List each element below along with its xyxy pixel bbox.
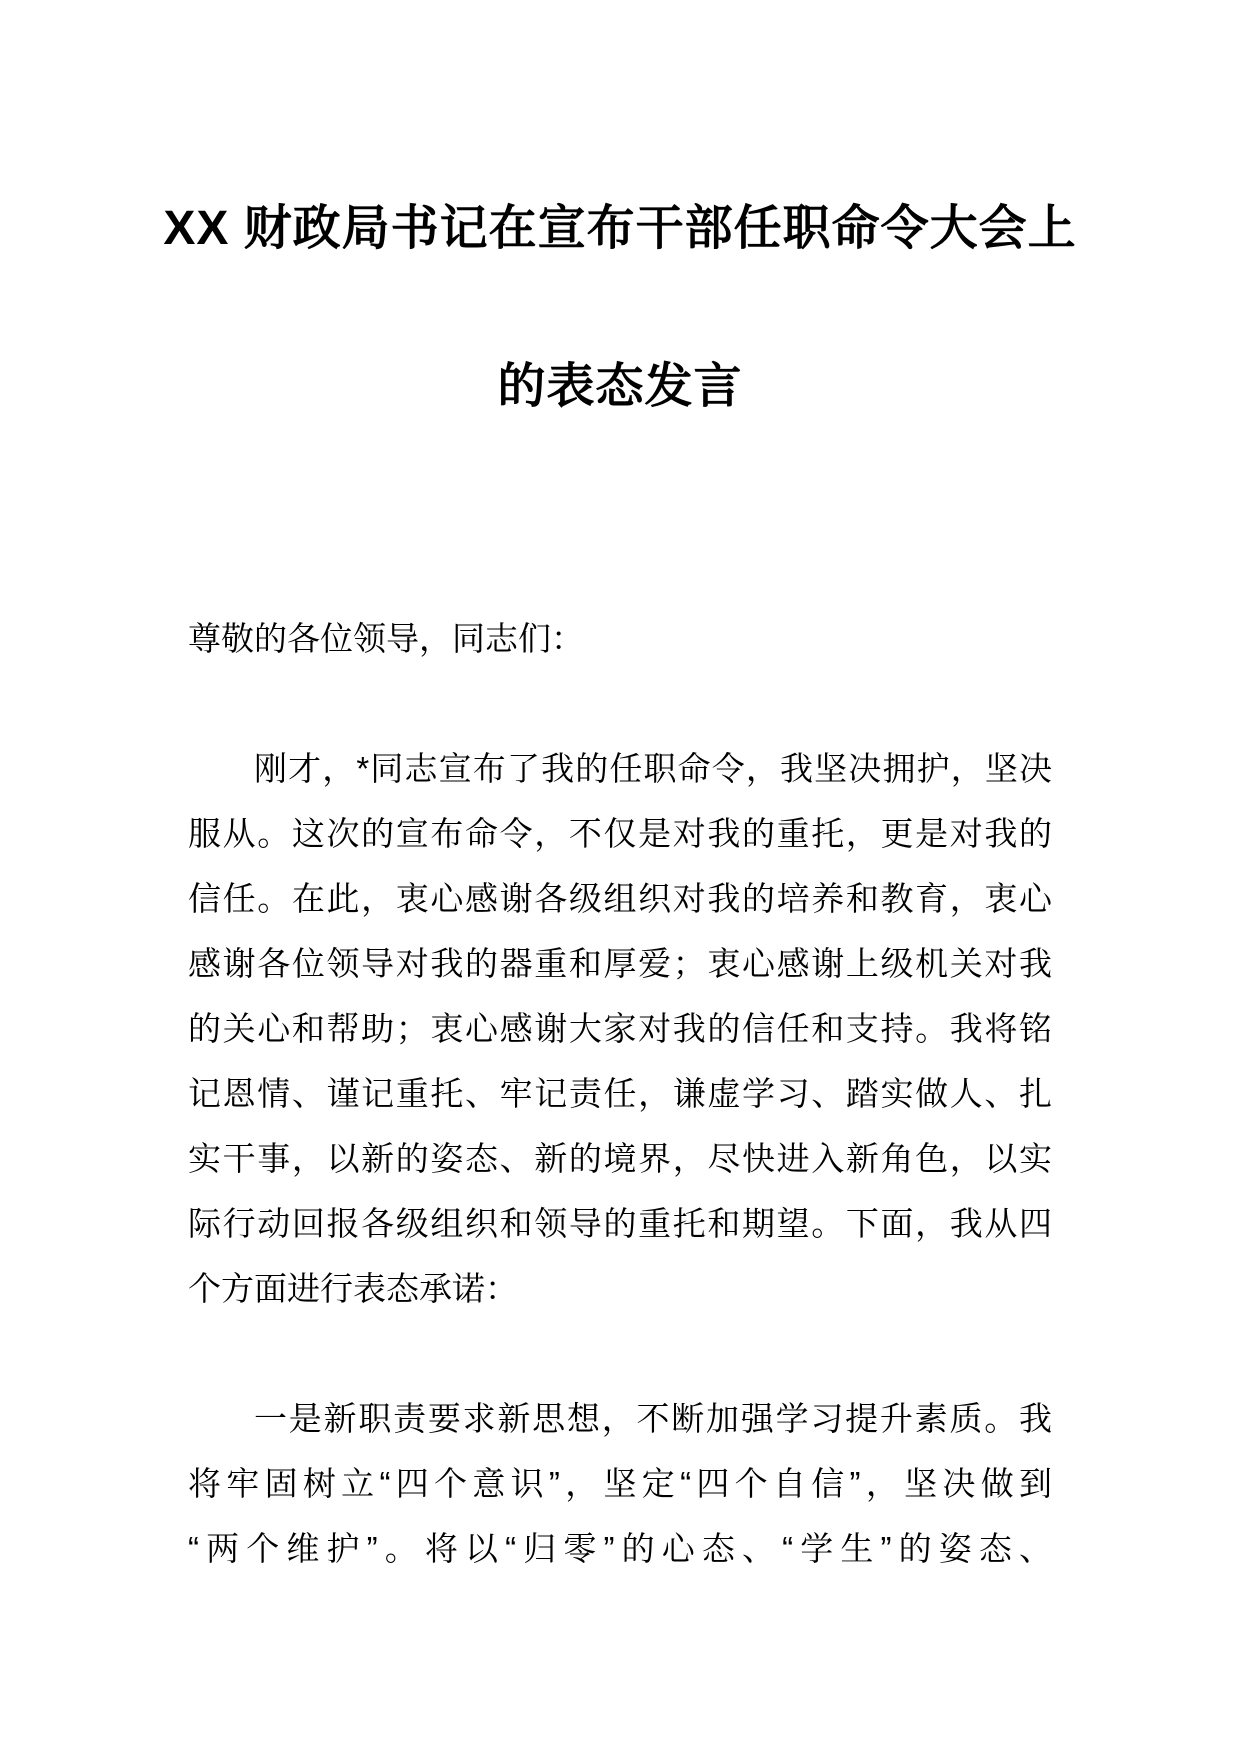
paragraph-1-line-8: 际行动回报各级组织和领导的重托和期望。下面，我从四 (188, 1205, 1052, 1242)
paragraph-2-line-3: “两个维护”。将以“归零”的心态、“学生”的姿态、 (188, 1530, 1052, 1567)
paragraph-1-line-1: 刚才，*同志宣布了我的任职命令，我坚决拥护，坚决 (254, 750, 1052, 787)
paragraph-2-line-2: 将牢固树立“四个意识”，坚定“四个自信”，坚决做到 (188, 1465, 1052, 1502)
paragraph-1-line-4: 感谢各位领导对我的器重和厚爱；衷心感谢上级机关对我 (188, 945, 1052, 982)
paragraph-1-line-9: 个方面进行表态承诺： (188, 1270, 518, 1307)
paragraph-2 (188, 1386, 1052, 1581)
salutation-line: 尊敬的各位领导，同志们： (188, 620, 584, 657)
paragraph-1-line-5: 的关心和帮助；衷心感谢大家对我的信任和支持。我将铭 (188, 1010, 1052, 1047)
paragraph-1-line-2: 服从。这次的宣布命令，不仅是对我的重托，更是对我的 (188, 815, 1052, 852)
document-body (188, 606, 1052, 1581)
document-title-line-1: XX 财政局书记在宣布干部任职命令大会上 (163, 202, 1077, 255)
document-title (0, 0, 1240, 466)
paragraph-2-line-1: 一是新职责要求新思想，不断加强学习提升素质。我 (254, 1400, 1052, 1437)
paragraph-1-line-3: 信任。在此，衷心感谢各级组织对我的培养和教育，衷心 (188, 880, 1052, 917)
paragraph-1-line-7: 实干事，以新的姿态、新的境界，尽快进入新角色，以实 (188, 1140, 1052, 1177)
document-title-line-2: 的表态发言 (497, 360, 743, 413)
paragraph-1 (188, 736, 1052, 1321)
paragraph-1-line-6: 记恩情、谨记重托、牢记责任，谦虚学习、踏实做人、扎 (188, 1075, 1052, 1112)
